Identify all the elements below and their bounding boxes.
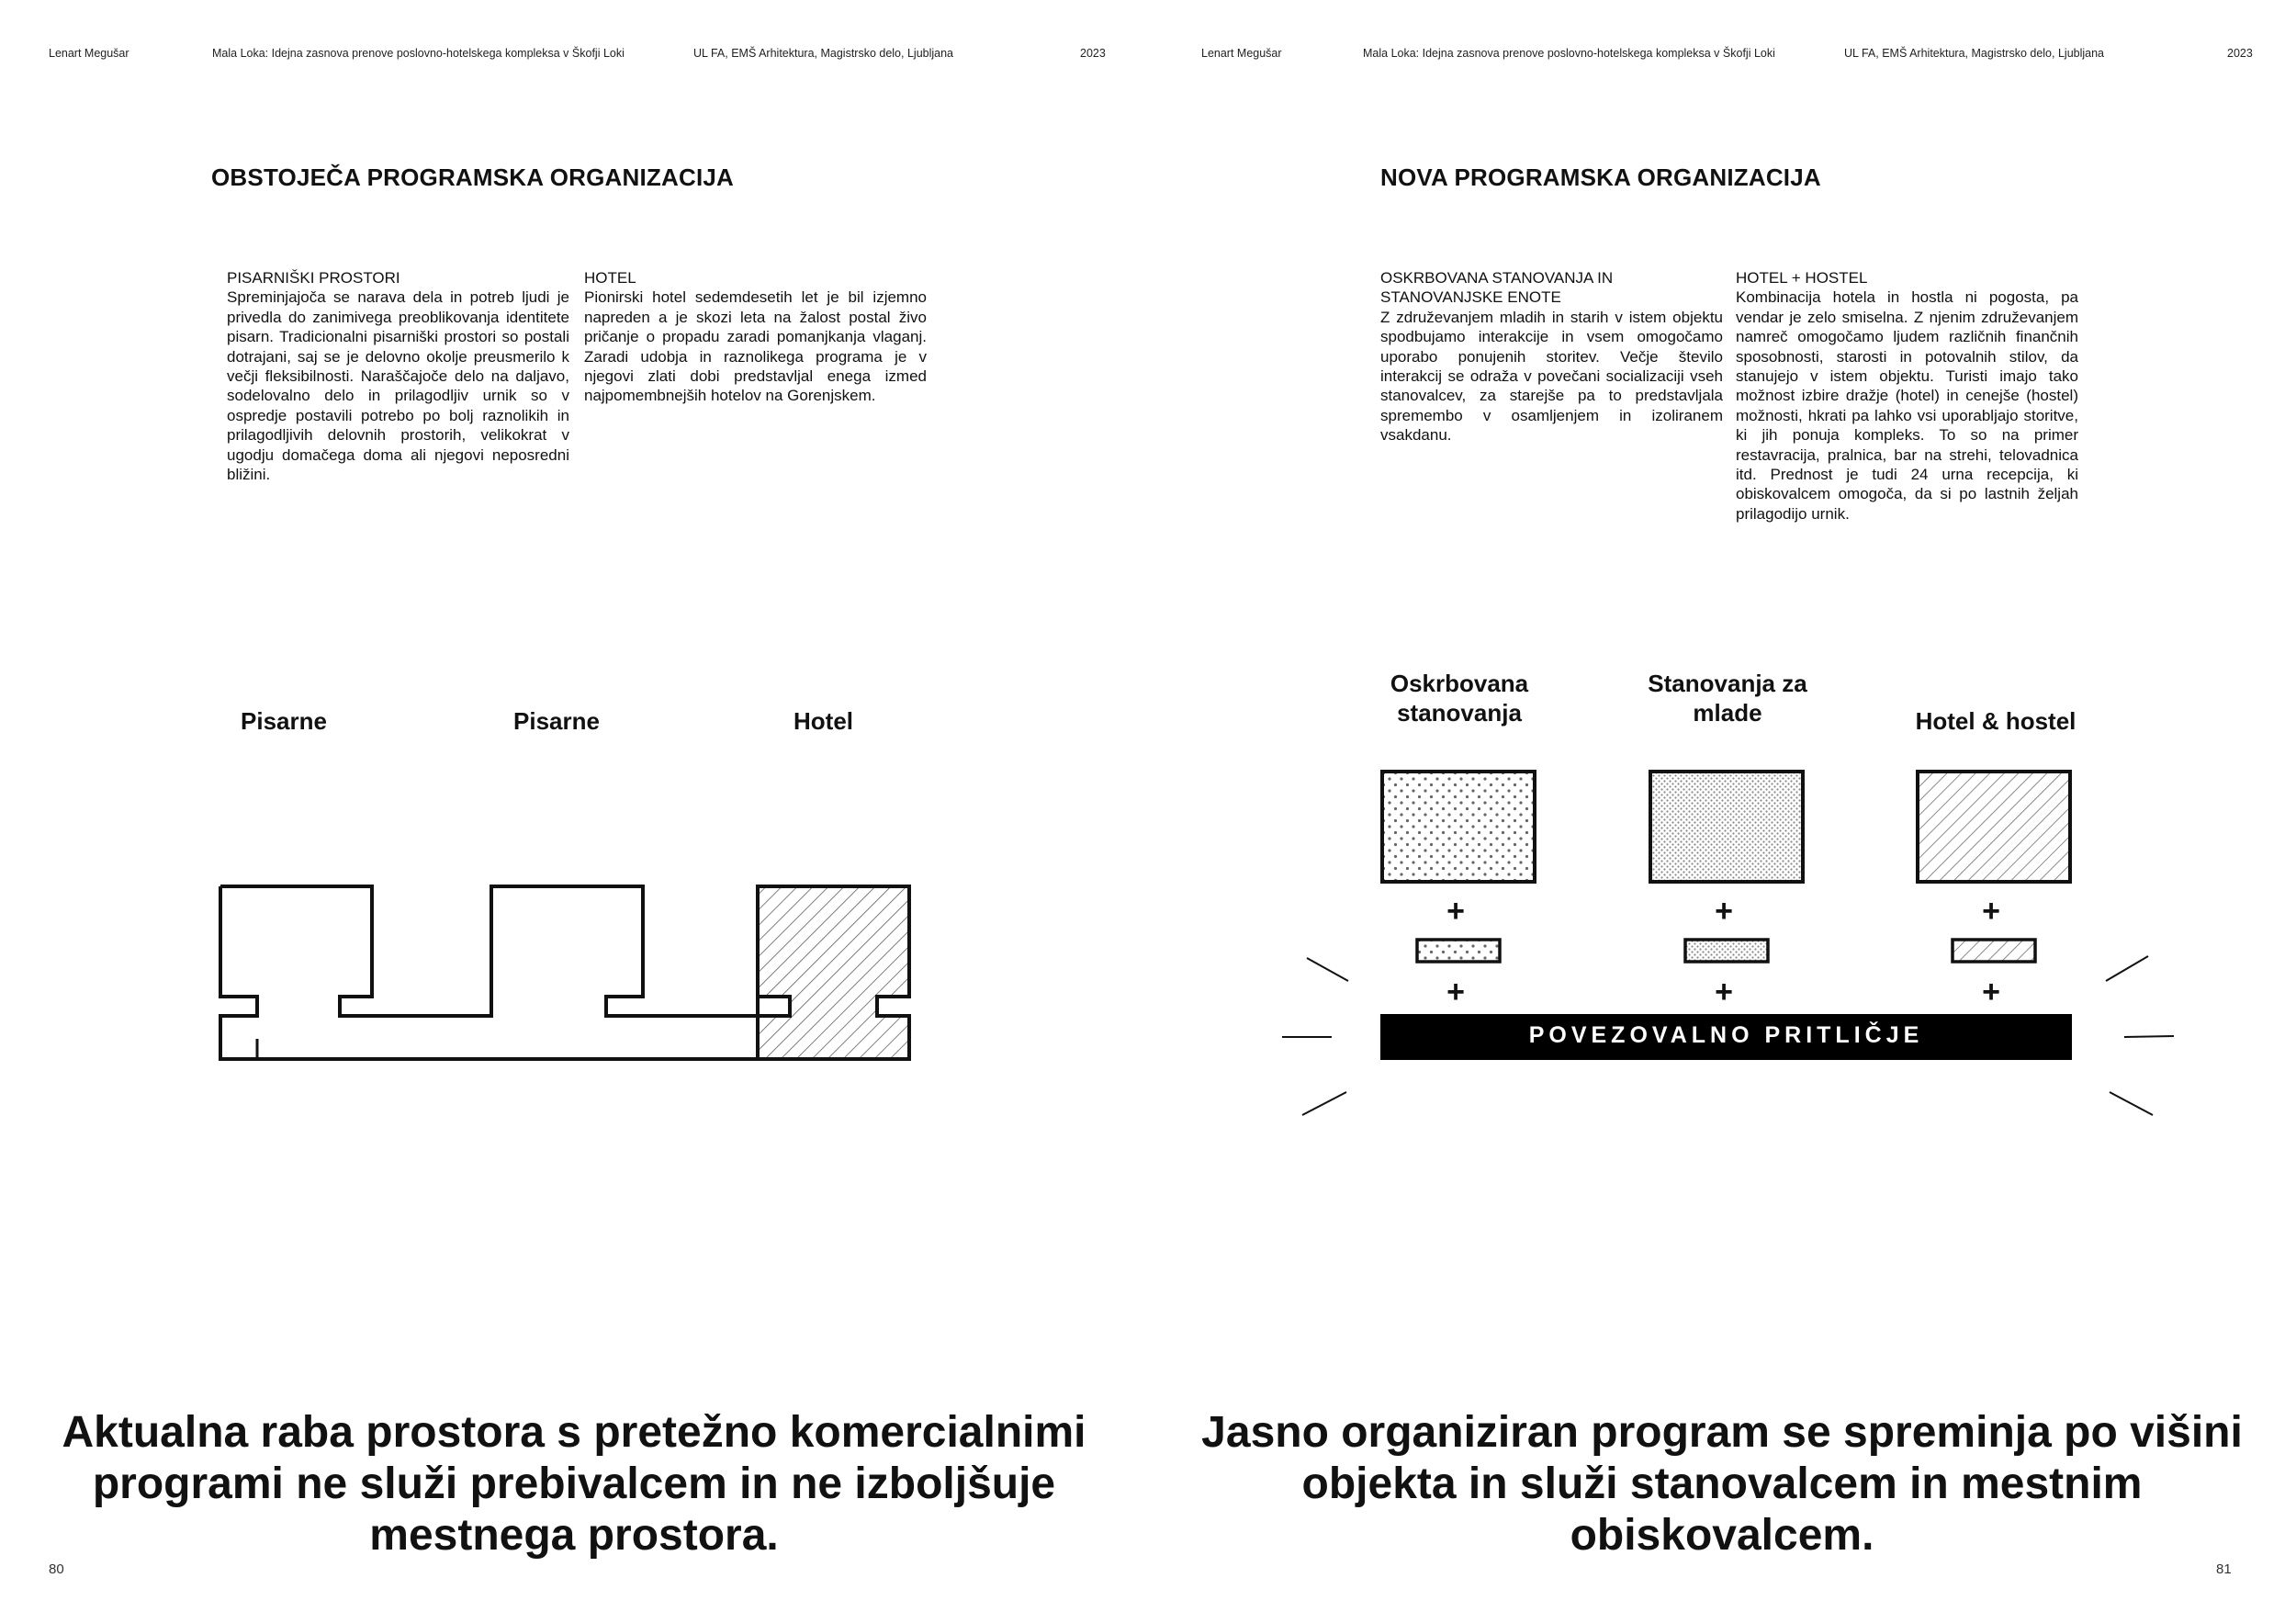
header-author: Lenart Megušar	[49, 47, 129, 60]
column-heading: OSKRBOVANA STANOVANJA IN STANOVANJSKE ENOTE	[1380, 269, 1614, 307]
header-author: Lenart Megušar	[1201, 47, 1282, 60]
header-thesis-title: Mala Loka: Idejna zasnova prenove poslovno-hotelskega kompleksa v Škofji Loki	[212, 47, 625, 60]
plus-sign: +	[1446, 894, 1465, 929]
column-body: Z združevanjem mladih in starih v istem objektu spodbujamo interakcije in vsem omogočamo uporabo ponujenih storitev. Večje število interakcij se odraža v povečani socializaciji vseh stanovalcev, za starejše pa to predstavljala spremembo v osamljenjem in izoliranem vsakdanu.	[1380, 308, 1723, 445]
label-assisted-housing: Oskrbovana stanovanja	[1390, 670, 1529, 727]
plus-sign: +	[1446, 975, 1465, 1009]
column-heading: HOTEL	[584, 269, 636, 287]
page-number: 80	[49, 1561, 64, 1577]
section-title: OBSTOJEČA PROGRAMSKA ORGANIZACIJA	[211, 163, 735, 191]
column-body: Pionirski hotel sedemdesetih let je bil izjemno napreden a je skozi leta na žalost postal živo pričanje o propadu zaradi pomanjkanja vlaganj. Zaradi udobja in raznolikega programa je v njegovi zlati dobi predstavljal enega izmed najpomembnejših hotelov na Gorenjskem.	[584, 288, 927, 405]
label-youth-housing: Stanovanja za mlade	[1648, 670, 1807, 727]
header-school: UL FA, EMŠ Arhitektura, Magistrsko delo, Ljubljana	[693, 47, 954, 60]
hotel-hatched-block	[758, 886, 909, 1059]
header-school: UL FA, EMŠ Arhitektura, Magistrsko delo, Ljubljana	[1844, 47, 2105, 60]
page-number: 81	[2216, 1561, 2232, 1577]
label-hotel: Hotel	[793, 707, 853, 735]
hotel-hostel-connector	[1953, 940, 2035, 962]
plus-sign: +	[1982, 975, 2000, 1009]
new-program-diagram	[1148, 0, 2296, 1623]
plus-sign: +	[1982, 894, 2000, 929]
youth-housing-connector	[1685, 940, 1768, 962]
header-thesis-title: Mala Loka: Idejna zasnova prenove poslovno-hotelskega kompleksa v Škofji Loki	[1363, 47, 1775, 60]
right-page	[1148, 0, 2296, 1623]
plus-sign: +	[1715, 975, 1733, 1009]
connecting-ground-floor-label: POVEZOVALNO PRITLIČJE	[1528, 1022, 1924, 1048]
column-body: Spreminjajoča se narava dela in potreb ljudi je privedla do zanimivega preoblikovanja identitete pisarn. Tradicionalni pisarniški prostori so postali dotrajani, saj se je delovno okolje preusmerilo k večji fleksibilnosti. Naraščajoče delo na daljavo, sodelovalno delo in prilagodljiv urnik so v ospredje postavili potrebo po bolj raznolikih in prilagodljivih delovnih prostorih, velikokrat v ugodju domačega doma ali njegovi neposredni bližini.	[227, 288, 569, 484]
section-title: NOVA PROGRAMSKA ORGANIZACIJA	[1380, 163, 1821, 191]
page-caption: Aktualna raba prostora s pretežno komercialnimi programi ne služi prebivalcem in ne izboljšuje mestnega prostora.	[62, 1408, 1086, 1560]
label-offices-2: Pisarne	[513, 707, 600, 735]
hotel-hostel-block	[1918, 772, 2070, 882]
label-offices-1: Pisarne	[241, 707, 327, 735]
page-caption: Jasno organiziran program se spreminja po višini objekta in služi stanovalcem in mestnim obiskovalcem.	[1201, 1408, 2243, 1560]
assisted-housing-block	[1382, 772, 1535, 882]
plus-sign: +	[1715, 894, 1733, 929]
header-year: 2023	[1080, 47, 1106, 60]
column-heading: HOTEL + HOSTEL	[1736, 269, 1868, 287]
label-hotel-hostel: Hotel & hostel	[1915, 707, 2077, 735]
assisted-housing-connector	[1417, 940, 1500, 962]
column-heading: PISARNIŠKI PROSTORI	[227, 269, 400, 287]
header-year: 2023	[2227, 47, 2253, 60]
youth-housing-block	[1650, 772, 1803, 882]
column-body: Kombinacija hotela in hostla ni pogosta, pa vendar je zelo smiselna. Z njenim združevanjem namreč omogočamo ljudem različnih finančnih sposobnosti, starosti in potovalnih stilov, da stanujejo v istem objektu. Turisti imajo tako možnost izbire dražje (hotel) in cenejše (hostel) možnosti, hkrati pa lahko vsi uporabljajo storitve, ki jih ponuja kompleks. To so na primer restavracija, pralnica, bar na strehi, telovadnica itd. Prednost je tudi 24 urna recepcija, ki obiskovalcem omogoča, da si po lastnih željah prilagodijo urnik.	[1736, 288, 2078, 523]
